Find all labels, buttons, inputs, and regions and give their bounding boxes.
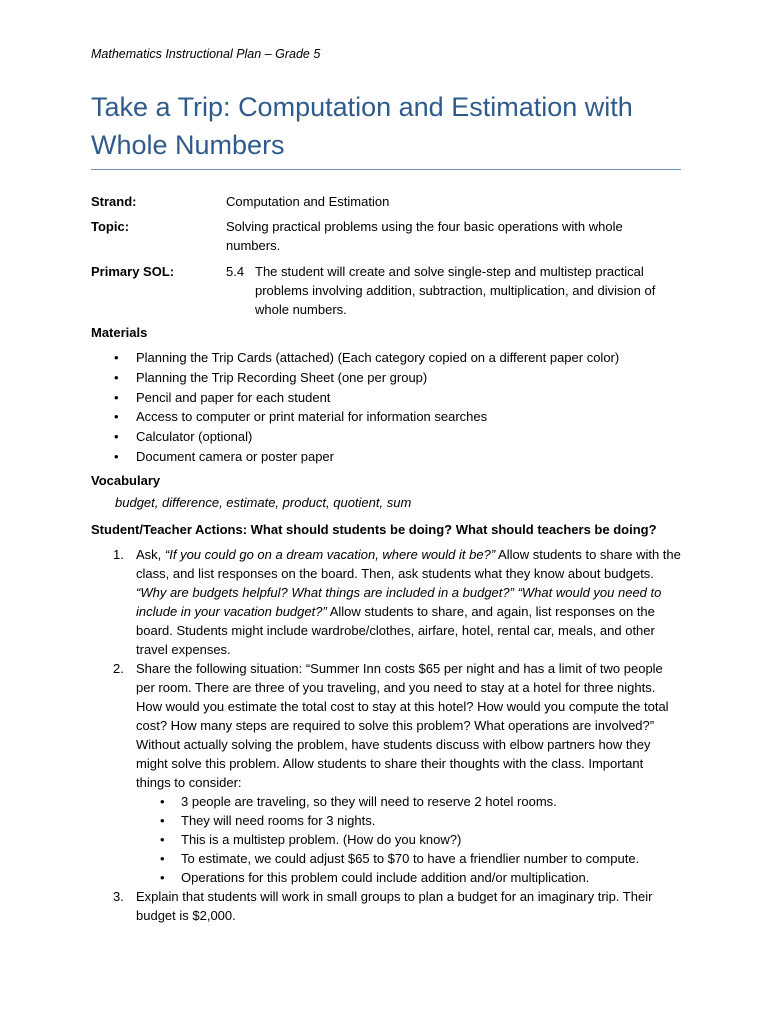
topic-value: Solving practical problems using the four basic operations with whole numbers. <box>226 219 623 253</box>
vocabulary-terms: budget, difference, estimate, product, quotient, sum <box>115 495 412 510</box>
step-1 <box>91 545 681 659</box>
bullet-icon: • <box>114 448 119 464</box>
step-text: Share the following situation: “Summer Inn costs $65 per night and has a limit of two people per room. There are three of you traveling, and you need to stay at a hotel for three nights. How would you estimate the total cost to stay at this hotel? How would you compute the total cost? How many steps are required to solve this problem? What operations are involved?” Without actually solving the problem, have students discuss with elbow partners how they might solve this problem. Allow students to share their thoughts with the class. Important things to consider: <box>136 661 669 790</box>
bullet-icon: • <box>114 369 119 385</box>
material-text: Access to computer or print material for information searches <box>136 409 488 425</box>
sol-label: Primary SOL: <box>91 264 175 279</box>
strand-label: Strand: <box>91 194 137 209</box>
list-item <box>91 388 691 408</box>
list-item <box>91 447 691 467</box>
list-item <box>91 407 691 427</box>
bullet-icon: • <box>160 794 165 809</box>
list-item <box>91 348 691 368</box>
bullet-icon: • <box>114 409 119 425</box>
sol-number: 5.4 <box>226 264 245 279</box>
title-line-1: Take a Trip: Computation and Estimation with <box>91 92 633 122</box>
list-item <box>136 868 681 887</box>
list-item <box>136 849 681 868</box>
step-number: 2. <box>113 661 124 676</box>
list-item <box>136 830 681 849</box>
vocabulary-heading: Vocabulary <box>91 473 161 488</box>
bullet-icon: • <box>160 870 165 885</box>
topic-label: Topic: <box>91 219 130 234</box>
material-text: Calculator (optional) <box>136 429 253 445</box>
consideration-text: They will need rooms for 3 nights. <box>181 813 376 828</box>
title-divider <box>91 169 681 170</box>
step-number: 1. <box>113 547 124 562</box>
bullet-icon: • <box>114 429 119 445</box>
step-text: Allow students to share with the class, and list responses on the board. Then, ask students what they know about budgets. <box>136 547 681 581</box>
consideration-text: Operations for this problem could include addition and/or multiplication. <box>181 870 590 885</box>
list-item <box>91 427 691 447</box>
bullet-icon: • <box>160 851 165 866</box>
strand-value: Computation and Estimation <box>226 194 390 209</box>
page-title <box>91 88 691 164</box>
bullet-icon: • <box>114 350 119 365</box>
step-quote: “If you could go on a dream vacation, where would it be?” <box>164 547 496 562</box>
step-3 <box>91 887 681 925</box>
material-text: Planning the Trip Recording Sheet (one per group) <box>136 369 428 385</box>
material-text: Pencil and paper for each student <box>136 389 331 405</box>
step-2 <box>91 659 681 887</box>
list-item <box>136 792 681 811</box>
bullet-icon: • <box>160 813 165 828</box>
running-header: Mathematics Instructional Plan – Grade 5 <box>91 47 321 61</box>
actions-list <box>91 545 691 925</box>
title-line-2: Whole Numbers <box>91 130 285 160</box>
consideration-text: 3 people are traveling, so they will need to reserve 2 hotel rooms. <box>181 794 557 809</box>
step-text: Ask, <box>136 547 165 562</box>
step-quote: “Why are budgets helpful? What things are included in a budget?” “What would you need to include in your vacation budget?” <box>136 585 662 619</box>
list-item <box>136 811 681 830</box>
consideration-text: This is a multistep problem. (How do you know?) <box>181 832 462 847</box>
step-text: Allow students to share, and again, list responses on the board. Students might include wardrobe/clothes, airfare, hotel, rental car, meals, and other travel expenses. <box>136 604 655 657</box>
material-text: Planning the Trip Cards (attached) (Each category copied on a different paper color) <box>136 350 620 365</box>
bullet-icon: • <box>160 832 165 847</box>
bullet-icon: • <box>114 389 119 405</box>
sol-text: The student will create and solve single-step and multistep practical problems involving addition, subtraction, multiplication, and division of whole numbers. <box>255 264 656 317</box>
step-number: 3. <box>113 889 124 904</box>
materials-heading: Materials <box>91 325 148 340</box>
material-text: Document camera or poster paper <box>136 448 334 464</box>
actions-heading: Student/Teacher Actions: What should students be doing? What should teachers be doing? <box>91 522 657 537</box>
step-text: Explain that students will work in small groups to plan a budget for an imaginary trip. Their budget is $2,000. <box>136 889 653 923</box>
materials-list <box>91 348 691 467</box>
considerations-list <box>136 792 681 887</box>
list-item <box>91 368 691 388</box>
consideration-text: To estimate, we could adjust $65 to $70 to have a friendlier number to compute. <box>181 851 640 866</box>
